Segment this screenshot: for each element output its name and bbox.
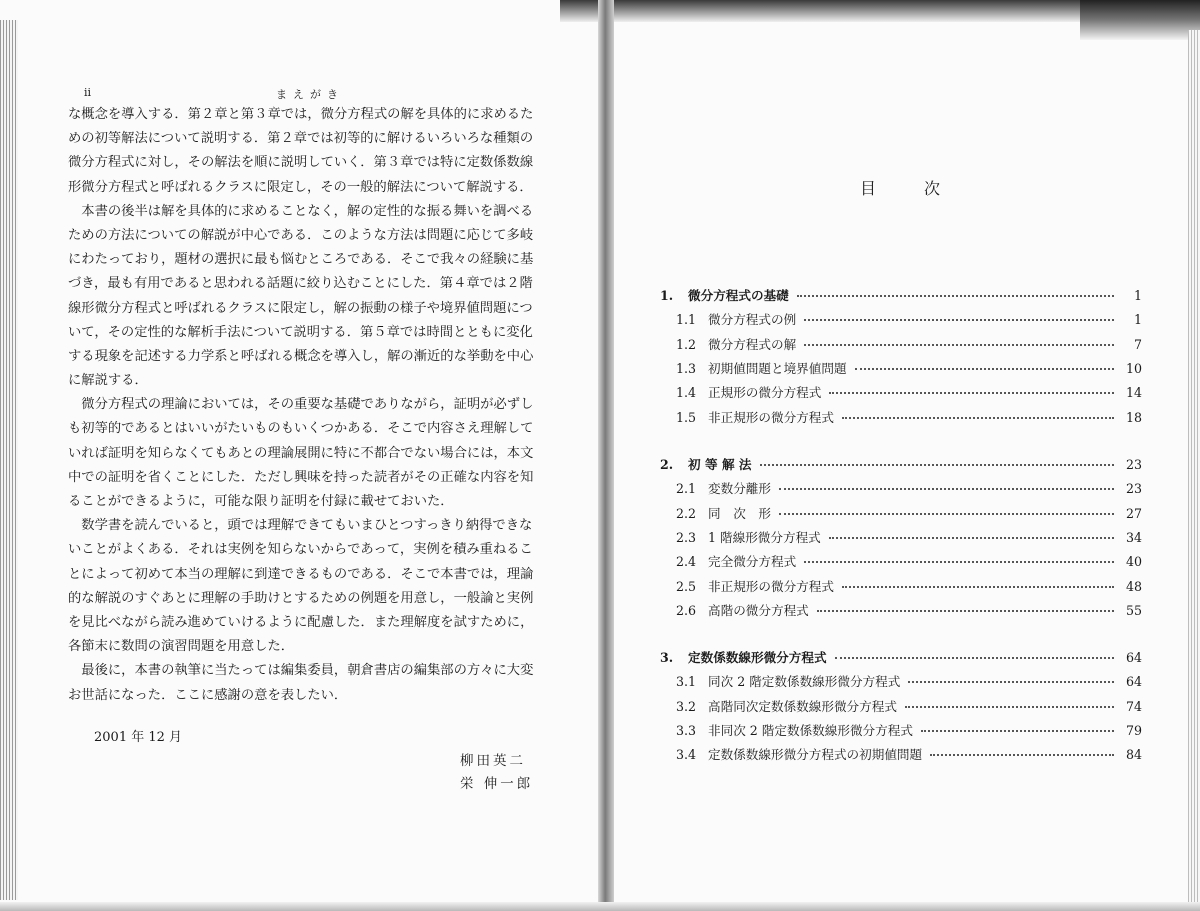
preface-line: にわたっており，題材の選択に最も悩むところである．そこで我々の経験に基 bbox=[68, 252, 534, 268]
toc-dot-leader bbox=[842, 417, 1114, 419]
toc-number: 3. bbox=[660, 650, 674, 665]
preface-line: に解説する． bbox=[68, 373, 148, 389]
toc-page-number: 74 bbox=[1125, 698, 1142, 714]
toc-title-text: 非正規形の微分方程式 bbox=[708, 409, 834, 425]
toc-page-number: 79 bbox=[1125, 722, 1142, 738]
page-edges-right bbox=[1188, 30, 1200, 911]
toc-page-number: 23 bbox=[1125, 457, 1142, 472]
toc-section-row bbox=[660, 720, 1142, 742]
preface-line: 的な解説のすぐあとに理解の手助けとするための例題を用意し，一般論と実例 bbox=[68, 590, 534, 606]
toc-section-row bbox=[660, 600, 1142, 622]
toc-title-text: 同次 2 階定数係数線形微分方程式 bbox=[708, 674, 901, 690]
preface-line: 中での証明を省くことにした．ただし興味を持った読者がその正確な内容を知 bbox=[68, 469, 534, 485]
toc-dot-leader bbox=[760, 464, 1114, 466]
toc-number: 3.3 bbox=[676, 722, 697, 738]
toc-dot-leader bbox=[930, 754, 1114, 756]
toc-section-row bbox=[660, 478, 1142, 500]
toc-number: 1.3 bbox=[676, 360, 697, 376]
toc-section-row bbox=[660, 382, 1142, 404]
toc-number: 3.1 bbox=[676, 674, 697, 690]
toc-dot-leader bbox=[842, 586, 1114, 588]
toc-title-text: 正規形の微分方程式 bbox=[708, 385, 822, 401]
book-spine bbox=[598, 0, 614, 911]
toc-number: 2.3 bbox=[676, 529, 697, 545]
preface-line: 線形微分方程式と呼ばれるクラスに限定し，解の振動の様子や境界値問題につ bbox=[68, 300, 533, 316]
toc-title-text: 変数分離形 bbox=[708, 481, 771, 497]
toc-title-text: 高階の微分方程式 bbox=[708, 602, 809, 618]
toc-title-text: 1 階線形微分方程式 bbox=[708, 529, 821, 545]
toc-page-number: 84 bbox=[1125, 747, 1142, 763]
toc-title-text: 微分方程式の解 bbox=[708, 336, 797, 352]
toc-page-number: 55 bbox=[1125, 602, 1142, 618]
preface-line: とによって初めて本当の理解に到達できるものである．そこで本書では，理論 bbox=[68, 566, 534, 582]
page-edges-bottom bbox=[0, 902, 1200, 911]
toc-section-row bbox=[660, 551, 1142, 573]
toc-dot-leader bbox=[779, 488, 1114, 490]
toc-title: 目次 bbox=[860, 179, 989, 198]
preface-line: 数学書を読んでいると，頭では理解できてもいまひとつすっきり納得できな bbox=[68, 518, 533, 534]
toc-number: 3.2 bbox=[676, 698, 697, 714]
toc-number: 1. bbox=[660, 288, 674, 303]
toc-page-number: 14 bbox=[1125, 385, 1142, 401]
toc-title-text: 同 次 形 bbox=[708, 505, 771, 521]
toc-page-number: 10 bbox=[1125, 360, 1142, 376]
toc-section-row bbox=[660, 671, 1142, 693]
toc-page-number: 34 bbox=[1125, 529, 1142, 545]
toc-number: 3.4 bbox=[676, 747, 697, 763]
toc-section-row bbox=[660, 527, 1142, 549]
preface-line: 各節末に数問の演習問題を用意した． bbox=[68, 639, 295, 655]
toc-dot-leader bbox=[921, 730, 1114, 732]
toc-chapter-row bbox=[660, 285, 1142, 307]
toc-title-text: 微分方程式の基礎 bbox=[688, 288, 789, 303]
preface-authors bbox=[460, 750, 533, 796]
toc-number: 2.2 bbox=[676, 505, 697, 521]
preface-line: ための方法についての解説が中心である．このような方法は問題に応じて多岐 bbox=[68, 227, 534, 243]
preface-line: いことがよくある．それは実例を知らないからであって，実例を積み重ねるこ bbox=[68, 542, 533, 558]
toc-dot-leader bbox=[817, 610, 1114, 612]
toc-number: 1.2 bbox=[676, 336, 697, 352]
toc-section-row bbox=[660, 744, 1142, 766]
toc-page-number: 7 bbox=[1133, 336, 1142, 352]
toc-dot-leader bbox=[908, 681, 1114, 683]
toc-title-text: 非正規形の微分方程式 bbox=[708, 578, 834, 594]
toc-dot-leader bbox=[829, 537, 1114, 539]
toc-title-text: 定数係数線形微分方程式の初期値問題 bbox=[708, 747, 923, 763]
toc-dot-leader bbox=[835, 657, 1114, 659]
toc-section-row bbox=[660, 503, 1142, 525]
preface-line: 微分方程式に対し，その解法を順に説明していく．第３章では特に定数係数線 bbox=[68, 155, 534, 171]
toc-chapter-row bbox=[660, 647, 1142, 669]
toc-title-text: 初 等 解 法 bbox=[688, 457, 752, 472]
toc-dot-leader bbox=[855, 368, 1114, 370]
preface-line: な概念を導入する．第２章と第３章では，微分方程式の解を具体的に求めるた bbox=[68, 107, 534, 122]
toc-title-text: 定数係数線形微分方程式 bbox=[688, 650, 827, 665]
toc-dot-leader bbox=[829, 392, 1114, 394]
toc-title-text: 完全微分方程式 bbox=[708, 554, 797, 570]
preface-line: を見比べながら読み進めていけるように配慮した．また理解度を試すために， bbox=[68, 614, 534, 630]
toc-number: 2. bbox=[660, 457, 674, 472]
preface-body bbox=[68, 103, 550, 708]
toc-title-text: 高階同次定数係数線形微分方程式 bbox=[708, 698, 897, 714]
toc-page-number: 1 bbox=[1133, 288, 1142, 303]
toc-chapter-row bbox=[660, 454, 1142, 476]
preface-line: 微分方程式の理論においては，その重要な基礎でありながら，証明が必ずし bbox=[68, 397, 534, 413]
toc-dot-leader bbox=[804, 561, 1114, 563]
toc-page-number: 40 bbox=[1125, 554, 1142, 570]
preface-line: いて，その定性的な解析手法について説明する．第５章では時間とともに変化 bbox=[68, 324, 533, 340]
preface-line: も初等的であるとはいいがたいものもいくつかある．そこで内容さえ理解して bbox=[68, 421, 534, 437]
author-name: 栄 伸一郎 bbox=[460, 776, 534, 792]
toc-page-number: 64 bbox=[1125, 650, 1142, 665]
toc-section-row bbox=[660, 696, 1142, 718]
preface-line: 形微分方程式と呼ばれるクラスに限定し，その一般的解法について解説する． bbox=[68, 179, 533, 195]
preface-line: 最後に，本書の執筆に当たっては編集委員，朝倉書店の編集部の方々に大変 bbox=[68, 663, 534, 679]
toc-title-text: 初期値問題と境界値問題 bbox=[708, 360, 847, 376]
toc-dot-leader bbox=[797, 295, 1114, 297]
toc-page-number: 64 bbox=[1125, 674, 1142, 690]
toc-number: 1.1 bbox=[676, 312, 697, 328]
toc-section-row bbox=[660, 358, 1142, 380]
toc-dot-leader bbox=[779, 513, 1114, 515]
page-number: ii bbox=[84, 86, 92, 99]
toc-number: 2.4 bbox=[676, 554, 697, 570]
scan-shadow-corner bbox=[1080, 0, 1200, 40]
toc-page-number: 1 bbox=[1133, 312, 1142, 328]
preface-line: いれば証明を知らなくてもあとの理論展開に特に不都合でない場合には，本文 bbox=[68, 445, 534, 461]
toc-section-row bbox=[660, 576, 1142, 598]
toc-page-number: 48 bbox=[1125, 578, 1142, 594]
toc-number: 2.6 bbox=[676, 602, 697, 618]
toc-number: 1.4 bbox=[676, 385, 697, 401]
toc-page-number: 27 bbox=[1125, 505, 1142, 521]
toc-page-number: 18 bbox=[1125, 409, 1142, 425]
preface-line: めの初等解法について説明する．第２章では初等的に解けるいろいろな種類の bbox=[68, 131, 534, 147]
author-name: 柳田英二 bbox=[460, 753, 526, 769]
toc-title-text: 微分方程式の例 bbox=[708, 312, 797, 328]
toc-section-row bbox=[660, 407, 1142, 429]
preface-line: ることができるように，可能な限り証明を付録に載せておいた． bbox=[68, 494, 454, 509]
toc-section-row bbox=[660, 309, 1142, 331]
page-edges-left bbox=[0, 20, 18, 900]
toc-section-row bbox=[660, 334, 1142, 356]
toc-number: 2.5 bbox=[676, 578, 697, 594]
preface-line: 本書の後半は解を具体的に求めることなく，解の定性的な振る舞いを調べる bbox=[68, 203, 534, 219]
preface-date: 2001 年 12 月 bbox=[94, 730, 183, 745]
toc-number: 1.5 bbox=[676, 409, 697, 425]
toc-title-text: 非同次 2 階定数係数線形微分方程式 bbox=[708, 722, 913, 738]
toc-number: 2.1 bbox=[676, 481, 697, 497]
toc-dot-leader bbox=[905, 706, 1114, 708]
toc-page-number: 23 bbox=[1125, 481, 1142, 497]
preface-line: づき，最も有用であると思われる話題に絞り込むことにした．第４章では２階 bbox=[68, 276, 533, 292]
preface-line: お世話になった．ここに感謝の意を表したい． bbox=[68, 687, 348, 703]
toc-dot-leader bbox=[804, 344, 1114, 346]
running-title: まえがき bbox=[276, 88, 344, 101]
preface-line: する現象を記述する力学系と呼ばれる概念を導入し，解の漸近的な挙動を中心 bbox=[68, 348, 534, 364]
toc-dot-leader bbox=[804, 319, 1114, 321]
